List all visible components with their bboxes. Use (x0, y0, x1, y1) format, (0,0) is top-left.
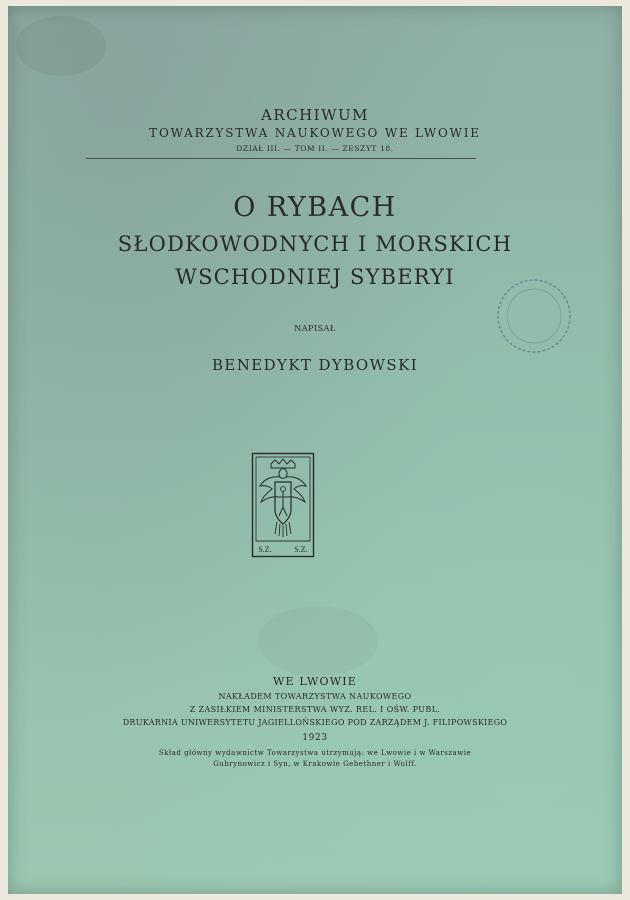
paper-stain (258, 606, 378, 676)
paper-stain (16, 16, 106, 76)
author-name: BENEDYKT DYBOWSKI (211, 356, 419, 374)
distribution-note-line-1: Skład główny wydawnictw Towarzystwa utrzymują: we Lwowie i w Warszawie (158, 749, 472, 757)
coat-of-arms-emblem-icon (251, 452, 315, 558)
byline-label: NAPISAŁ (294, 324, 336, 333)
series-issue: DZIAŁ III. — TOM II. — ZESZYT 18. (236, 144, 394, 153)
publication-year: 1923 (302, 733, 328, 743)
imprint-place: WE LWOWIE (273, 675, 357, 688)
book-cover (8, 6, 622, 894)
distribution-note-line-2: Gubrynowicz i Syn, w Krakowie Gebethner i Wolff. (213, 760, 417, 768)
imprint-printer: DRUKARNIA UNIWERSYTETU JAGIELLOŃSKIEGO POD ZARZĄDEM J. FILIPOWSKIEGO (122, 718, 508, 727)
series-title: ARCHIWUM (260, 106, 370, 124)
emblem-right-mark: S.Z. (294, 545, 308, 554)
library-stamp-icon (494, 276, 574, 356)
book-title-line-1: O RYBACH (233, 192, 397, 223)
series-society: TOWARZYSTWA NAUKOWEGO WE LWOWIE (149, 126, 481, 140)
book-title-line-2: SŁODKOWODNYCH I MORSKICH (117, 232, 513, 256)
imprint-publisher: NAKŁADEM TOWARZYSTWA NAUKOWEGO (218, 692, 412, 701)
divider-rule (86, 158, 476, 159)
book-title-line-3: WSCHODNIEJ SYBERYI (175, 265, 455, 289)
emblem-left-mark: S.Z. (258, 545, 272, 554)
imprint-subsidy: Z ZASIŁKIEM MINISTERSTWA WYZ. REL. I OŚW. PUBL. (189, 705, 441, 714)
